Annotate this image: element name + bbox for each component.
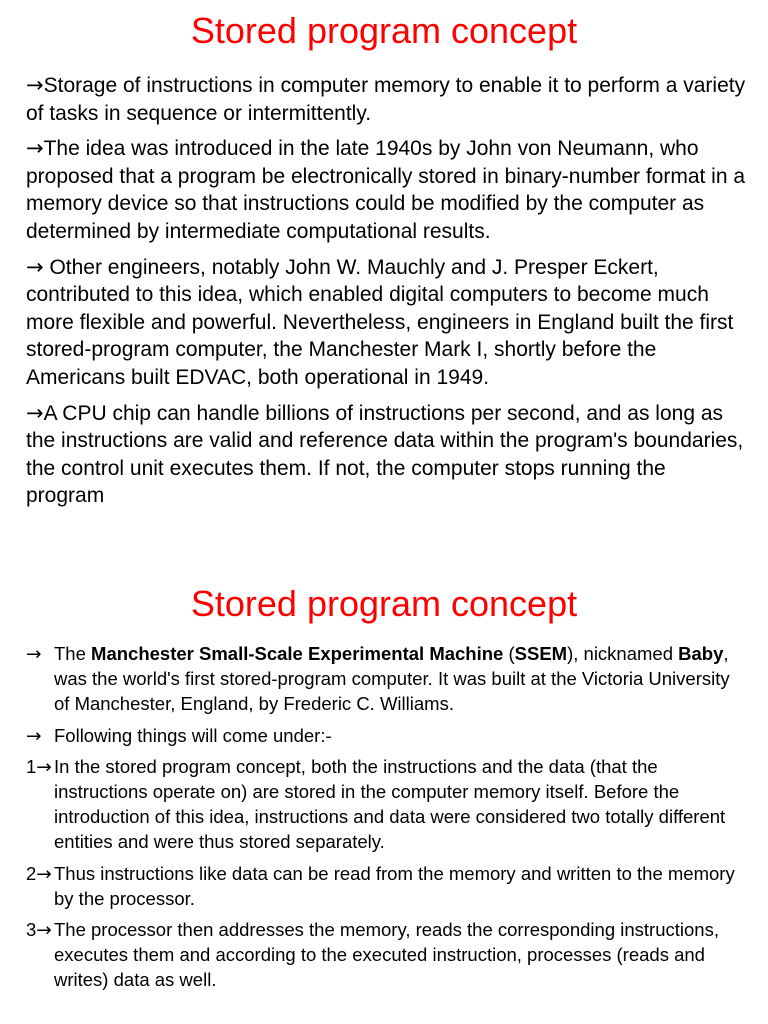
machine-abbreviation: SSEM bbox=[514, 643, 568, 664]
text-run: , was the world's first stored-program computer. It was built at the Victoria University of Manchester, England, by Frederic C. Williams. bbox=[54, 643, 730, 715]
machine-name: Manchester Small-Scale Experimental Machine bbox=[91, 643, 504, 664]
slide-2-bullet bbox=[26, 641, 748, 717]
item-number: 2 bbox=[26, 862, 37, 884]
bullet-marker bbox=[26, 917, 52, 943]
arrow-right-icon: → bbox=[36, 920, 52, 942]
bullet-marker bbox=[26, 754, 52, 780]
bullet-text: The idea was introduced in the late 1940s by John von Neumann, who proposed that a program be electronically stored in binary-number format in a memory device so that instructions could be modified by the computer as determined by intermediate computational results. bbox=[26, 137, 746, 243]
slide-2-bullet bbox=[26, 723, 748, 748]
bullet-text: Following things will come under:- bbox=[54, 724, 332, 746]
slide-1-title: Stored program concept bbox=[190, 10, 578, 51]
slide-1-bullet bbox=[26, 400, 748, 510]
item-number: 3 bbox=[26, 919, 37, 941]
machine-nickname: Baby bbox=[678, 643, 724, 664]
slide-2-numbered-item bbox=[26, 754, 748, 855]
slide-1-bullet bbox=[26, 72, 748, 127]
slide-2-bullet-list bbox=[0, 625, 748, 993]
arrow-right-icon: → bbox=[26, 400, 44, 425]
arrow-right-icon: → bbox=[26, 644, 42, 665]
arrow-right-icon: → bbox=[26, 725, 42, 747]
bullet-text: Thus instructions like data can be read from the memory and written to the memory by the processor. bbox=[54, 862, 735, 909]
arrow-right-icon: → bbox=[26, 73, 44, 97]
text-run: ( bbox=[503, 643, 515, 664]
bullet-text bbox=[54, 643, 730, 714]
bullet-text: A CPU chip can handle billions of instructions per second, and as long as the instructions are valid and reference data within the program's boundaries, the control unit executes them. If not, the computer stops running the program bbox=[26, 401, 744, 508]
slide-2-numbered-item bbox=[26, 917, 748, 993]
slide-2-title: Stored program concept bbox=[190, 583, 578, 624]
arrow-right-icon: → bbox=[36, 756, 52, 778]
bullet-text: Other engineers, notably John W. Mauchly and J. Presper Eckert, contributed to this idea, which enabled digital computers to become much more flexible and powerful. Nevertheless, engineers in England built the first stored-program computer, the Manchester Mark I, shortly before the Americans built EDVAC, both operational in 1949. bbox=[26, 255, 734, 389]
slide-2 bbox=[0, 572, 768, 1024]
arrow-right-icon: → bbox=[36, 863, 52, 885]
bullet-text: Storage of instructions in computer memory to enable it to perform a variety of tasks in sequence or intermittently. bbox=[26, 74, 746, 125]
slide-1-bullet bbox=[26, 254, 748, 392]
item-number: 1 bbox=[26, 755, 37, 777]
bullet-text: The processor then addresses the memory, reads the corresponding instructions, executes them and according to the executed instruction, processes (reads and writes) data as well. bbox=[54, 919, 719, 991]
text-run: ), nicknamed bbox=[567, 643, 679, 664]
slide-2-numbered-item bbox=[26, 861, 748, 911]
bullet-text: In the stored program concept, both the instructions and the data (that the instructions operate on) are stored in the computer memory itself. Before the introduction of this idea, instructions and data were considered two totally different entities and were thus stored separately. bbox=[54, 755, 726, 853]
text-run: The bbox=[54, 643, 92, 664]
bullet-marker bbox=[26, 861, 52, 887]
bullet-marker bbox=[26, 641, 42, 667]
slide-1-bullet-list bbox=[0, 52, 748, 510]
arrow-right-icon: → bbox=[26, 136, 44, 161]
arrow-right-icon: → bbox=[26, 254, 44, 279]
slide-1-bullet bbox=[26, 135, 748, 245]
bullet-marker bbox=[26, 723, 42, 749]
